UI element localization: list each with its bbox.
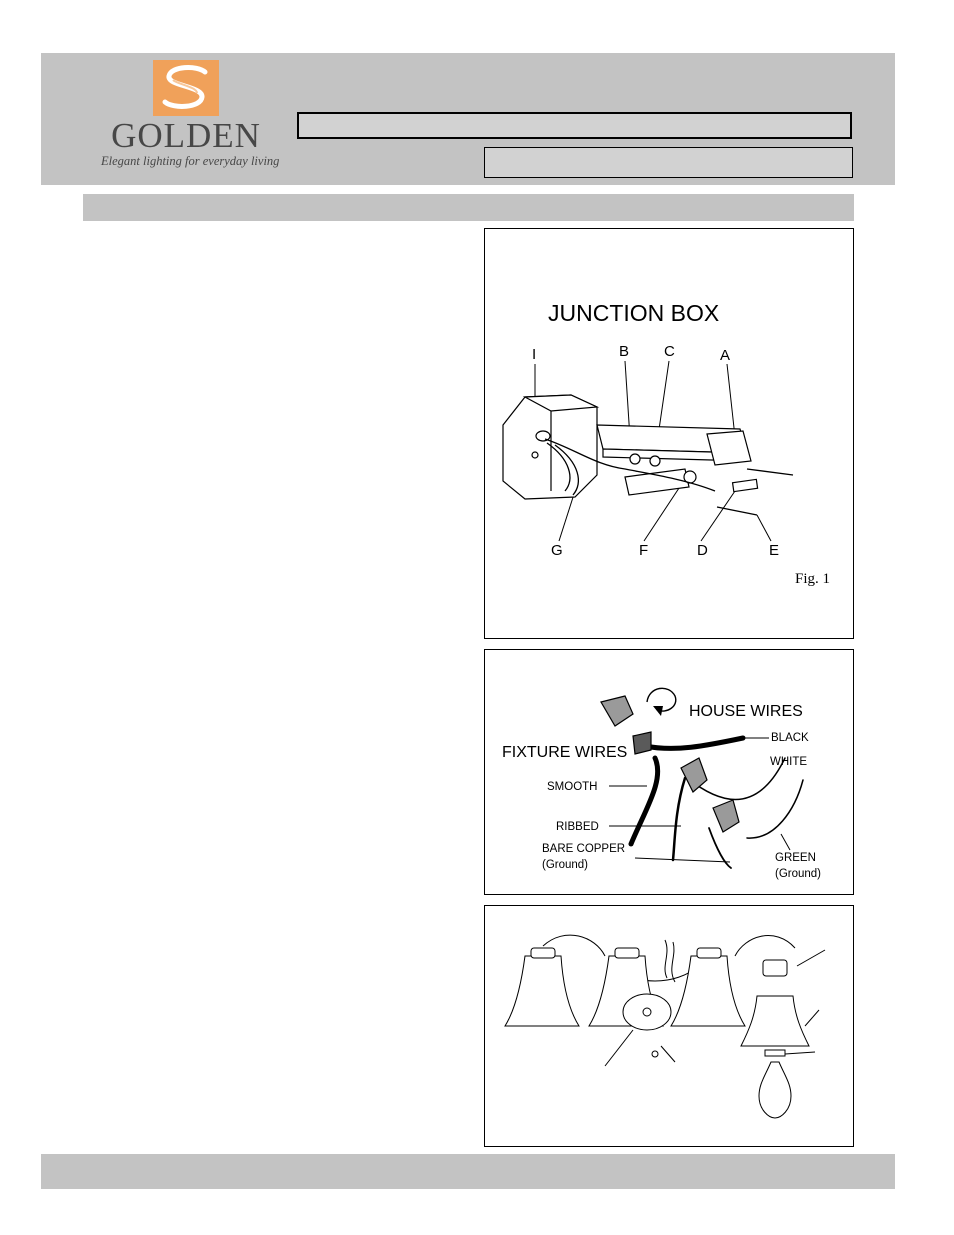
logo-s-mark-icon: [153, 60, 219, 116]
white-label: WHITE: [770, 756, 808, 768]
ribbed-label: RIBBED: [556, 821, 599, 833]
junction-box-diagram: [485, 229, 854, 639]
subtitle-box: [484, 147, 853, 178]
green-note: (Ground): [775, 868, 822, 880]
brand-logo: [101, 58, 280, 176]
bare-copper-note: (Ground): [542, 859, 589, 871]
green-label: GREEN: [775, 852, 816, 864]
figure-caption: Fig. 1: [795, 571, 831, 587]
label-b: B: [619, 343, 630, 360]
label-g: G: [551, 542, 563, 559]
junction-box-figure: [484, 228, 854, 639]
bare-copper-label: BARE COPPER: [542, 843, 626, 855]
smooth-label: SMOOTH: [547, 781, 598, 793]
black-label: BLACK: [771, 732, 809, 744]
wiring-diagram: [485, 650, 854, 895]
brand-name: GOLDEN: [111, 116, 261, 155]
house-wires-label: HOUSE WIRES: [689, 703, 803, 720]
label-d: D: [697, 542, 708, 559]
footer-band: [41, 1154, 895, 1189]
four-light-vanity-fixture-icon: [485, 906, 854, 1147]
label-a: A: [720, 347, 731, 364]
label-e: E: [769, 542, 780, 559]
section-heading-bar: [83, 194, 854, 221]
label-f: F: [639, 542, 649, 559]
fixture-figure: [484, 905, 854, 1147]
fixture-wires-label: FIXTURE WIRES: [502, 744, 628, 761]
label-i: I: [532, 346, 537, 363]
wiring-figure: [484, 649, 854, 895]
junction-box-heading: JUNCTION BOX: [548, 300, 720, 326]
brand-tagline: Elegant lighting for everyday living: [101, 154, 280, 168]
label-c: C: [664, 343, 675, 360]
title-box: [297, 112, 852, 139]
